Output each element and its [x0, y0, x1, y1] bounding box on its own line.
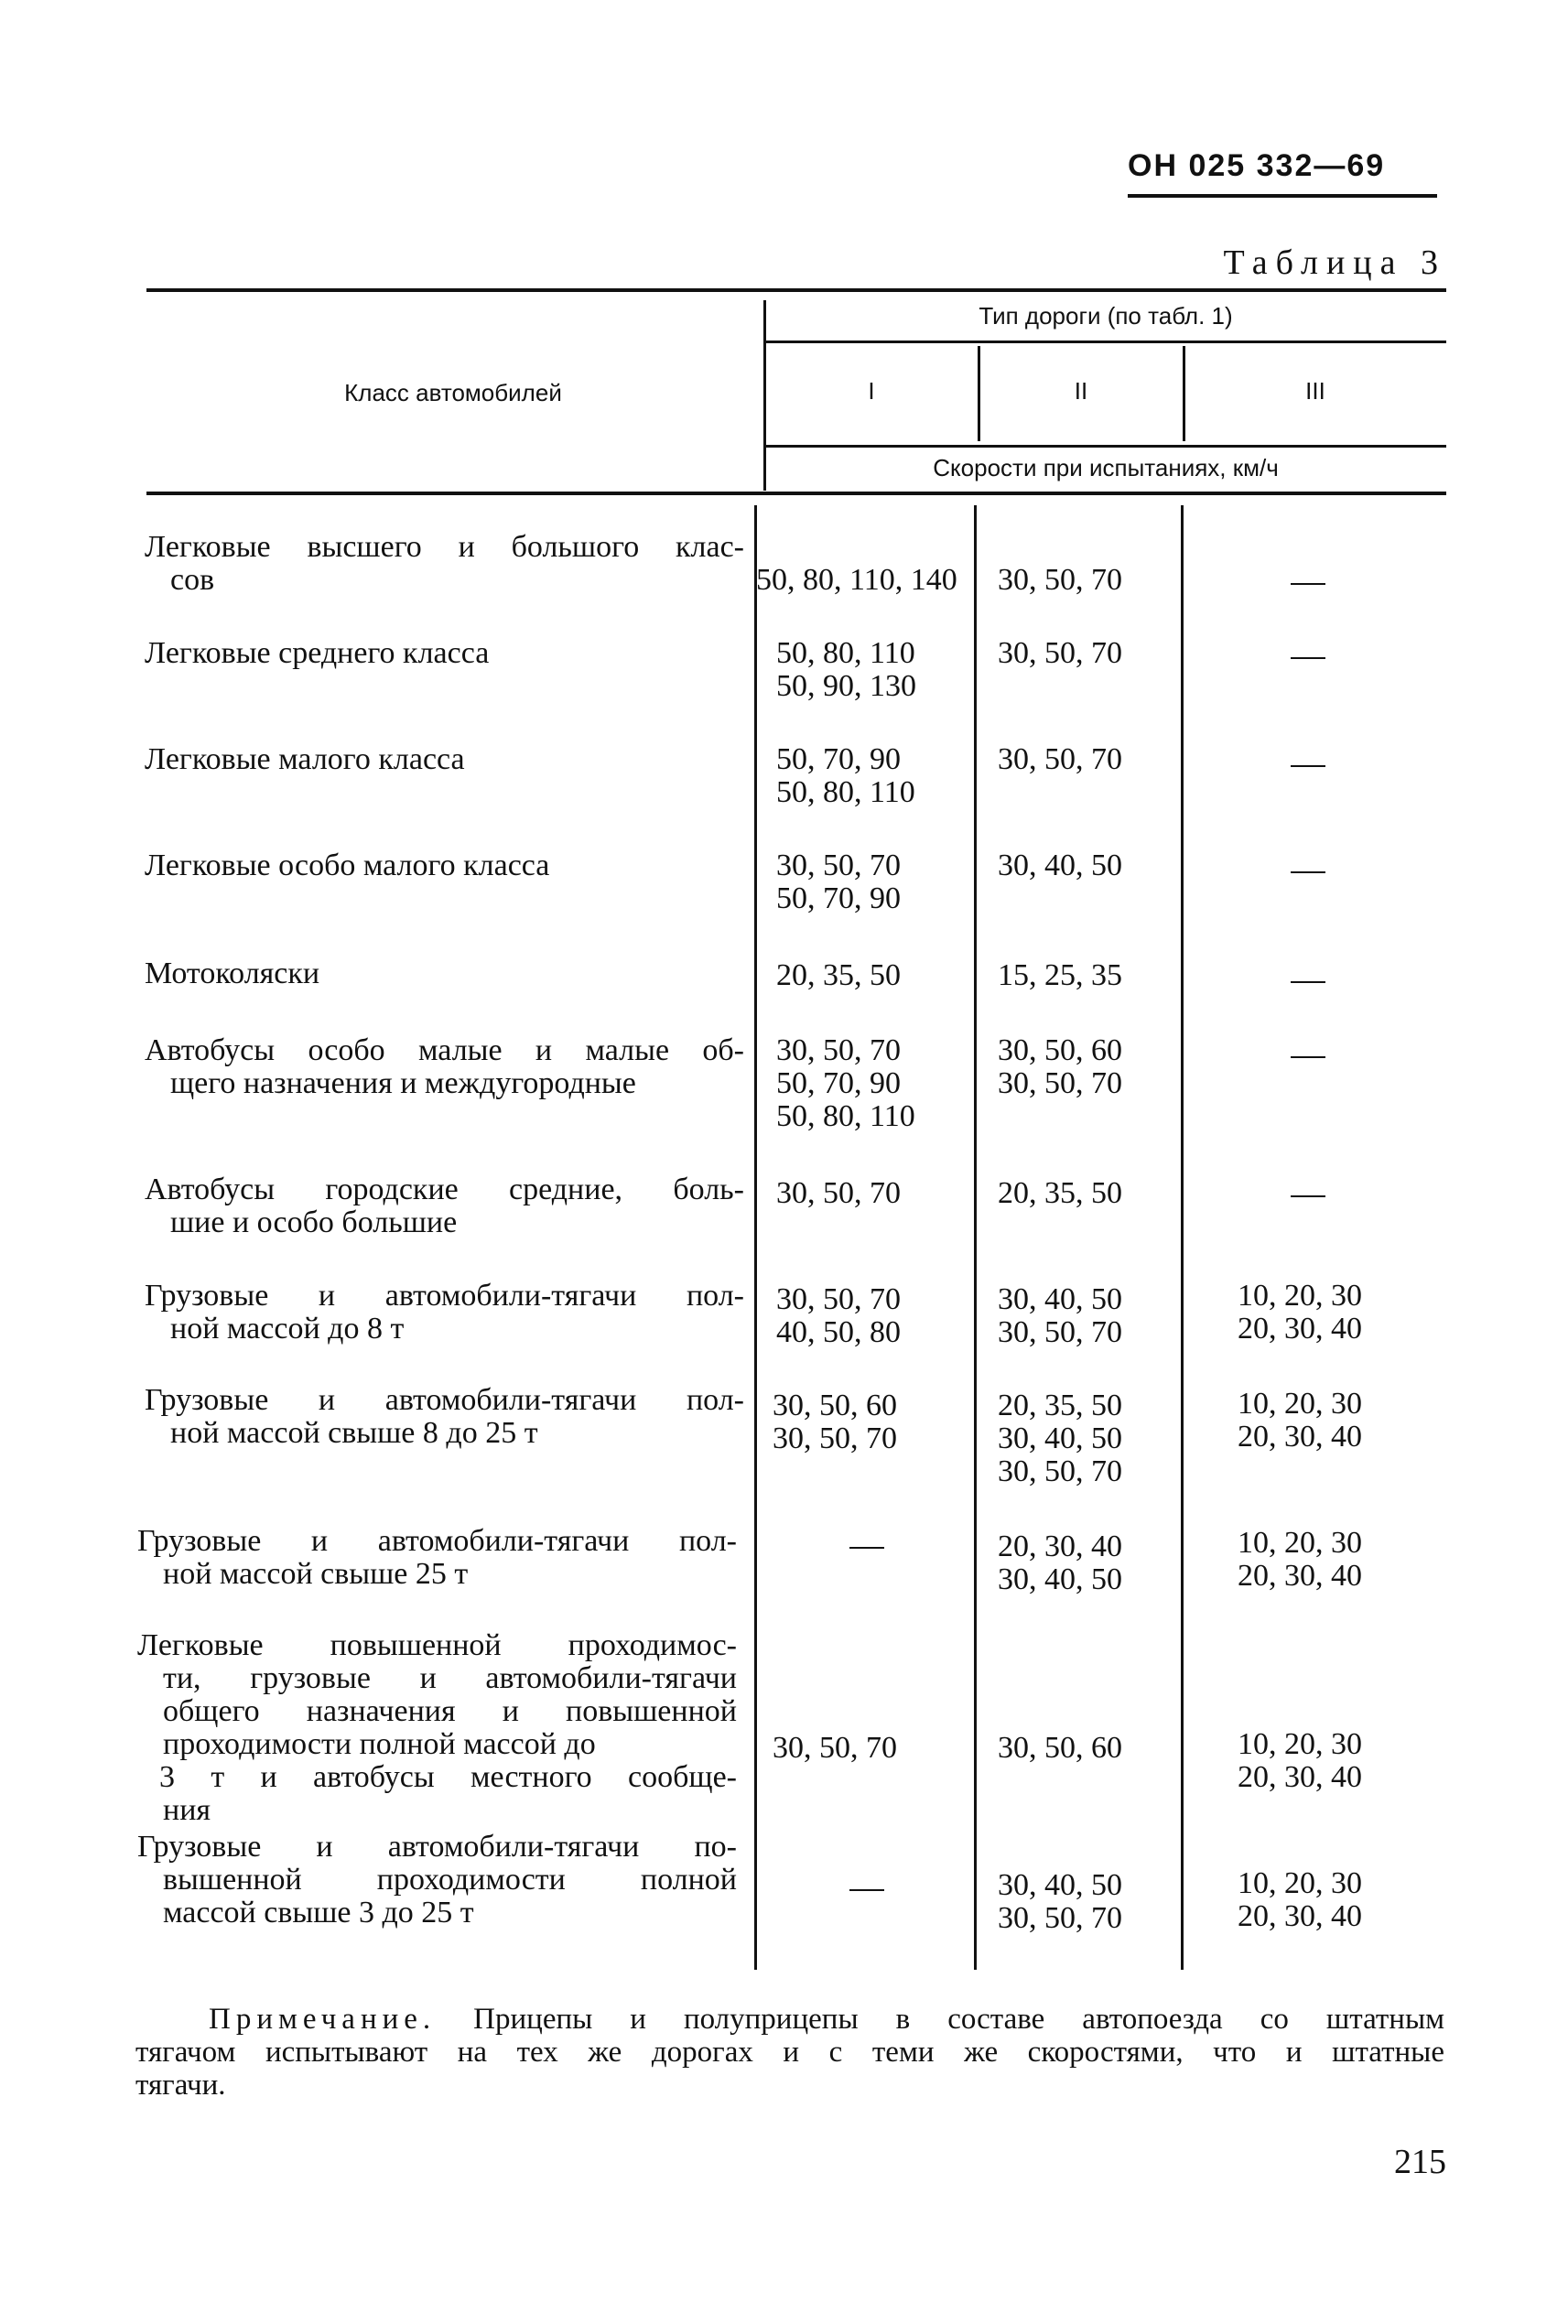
- empty-dash: [1291, 657, 1325, 659]
- empty-dash: [1291, 1195, 1325, 1197]
- table-row-class: Легковые высшего и большого клас- сов: [145, 530, 744, 597]
- table-row-class: Автобусы особо малые и малые об- щего назначения и междугородные: [145, 1033, 744, 1100]
- body-divider-i-ii: [974, 505, 977, 1970]
- document-code: ОН 025 332—69: [1128, 148, 1386, 183]
- speed-value-ii: 30, 50, 70: [998, 742, 1122, 776]
- speed-value-ii: 20, 35, 50: [998, 1176, 1122, 1210]
- note-text: тягачи.: [135, 2069, 226, 2102]
- table-note: [135, 2003, 1444, 2102]
- speed-value-ii: 30, 50, 60: [998, 1731, 1122, 1765]
- speed-value-i: 50, 80, 110, 140: [756, 563, 957, 597]
- road-type-header: Тип дороги (по табл. 1): [979, 302, 1233, 330]
- speed-value-i: 50, 80, 110 50, 90, 130: [776, 636, 916, 703]
- speed-value-ii: 30, 40, 50 30, 50, 70: [998, 1868, 1122, 1935]
- table-top-rule: [146, 288, 1446, 292]
- speed-value-ii: 20, 30, 40 30, 40, 50: [998, 1530, 1122, 1596]
- header-speed-rule: [765, 445, 1446, 448]
- note-label: Примечание.: [209, 2003, 437, 2036]
- empty-dash: [1291, 765, 1325, 767]
- speed-value-ii: 30, 40, 50 30, 50, 70: [998, 1282, 1122, 1349]
- header-bottom-rule: [146, 492, 1446, 495]
- table-row-class: Автобусы городские средние, боль- шие и особо большие: [145, 1173, 744, 1239]
- speed-value-iii: 10, 20, 30 20, 30, 40: [1238, 1279, 1362, 1346]
- table-row-class: Грузовые и автомобили-тягачи по- вышенной проходимости полной массой свыше 3 до 25 т: [137, 1830, 737, 1929]
- speed-value-ii: 30, 40, 50: [998, 849, 1122, 882]
- document-code-underline: [1128, 194, 1437, 198]
- page-number: 215: [1394, 2143, 1446, 2181]
- note-text: Прицепы и полуприцепы в составе автопоезда со штатным: [473, 2003, 1444, 2036]
- speed-value-ii: 20, 35, 50 30, 40, 50 30, 50, 70: [998, 1389, 1122, 1488]
- speeds-header: Скорости при испытаниях, км/ч: [933, 454, 1279, 481]
- speed-value-ii: 30, 50, 60 30, 50, 70: [998, 1033, 1122, 1100]
- empty-dash: [1291, 1056, 1325, 1058]
- empty-dash: [1291, 583, 1325, 585]
- speed-value-iii: 10, 20, 30 20, 30, 40: [1238, 1727, 1362, 1794]
- road-type-ii-header: II: [1074, 377, 1088, 405]
- speed-value-i: 50, 70, 90 50, 80, 110: [776, 742, 915, 809]
- road-type-i-header: I: [868, 377, 875, 405]
- road-type-iii-header: III: [1305, 377, 1325, 405]
- speed-value-ii: 15, 25, 35: [998, 958, 1122, 992]
- speed-value-i: 30, 50, 70: [776, 1176, 901, 1210]
- table-row-class: Грузовые и автомобили-тягачи пол- ной массой свыше 8 до 25 т: [145, 1383, 744, 1450]
- speed-value-i: 30, 50, 70 50, 70, 90 50, 80, 110: [776, 1033, 915, 1133]
- empty-dash: [1291, 981, 1325, 983]
- header-road-type-rule: [765, 340, 1446, 343]
- speed-value-i: 30, 50, 70 50, 70, 90: [776, 849, 901, 915]
- table-row-class: Легковые особо малого класса: [145, 849, 550, 882]
- speed-value-i: 30, 50, 70: [773, 1731, 897, 1765]
- empty-dash: [849, 1547, 884, 1549]
- empty-dash: [1291, 871, 1325, 873]
- table-row-class: Легковые среднего класса: [145, 636, 490, 670]
- speed-value-iii: 10, 20, 30 20, 30, 40: [1238, 1387, 1362, 1454]
- speed-value-ii: 30, 50, 70: [998, 563, 1122, 597]
- class-column-header: Класс автомобилей: [344, 379, 562, 406]
- table-row-class: Грузовые и автомобили-тягачи пол- ной массой до 8 т: [145, 1279, 744, 1346]
- table-row-class: Легковые малого класса: [145, 742, 465, 776]
- speed-value-iii: 10, 20, 30 20, 30, 40: [1238, 1866, 1362, 1933]
- table-row-class: Грузовые и автомобили-тягачи пол- ной массой свыше 25 т: [137, 1524, 737, 1591]
- table-row-class: Мотоколяски: [145, 957, 320, 990]
- speed-value-ii: 30, 50, 70: [998, 636, 1122, 670]
- speed-value-i: 30, 50, 60 30, 50, 70: [773, 1389, 897, 1455]
- speed-value-i: 20, 35, 50: [776, 958, 901, 992]
- empty-dash: [849, 1889, 884, 1891]
- note-text: тягачом испытывают на тех же дорогах и с теми же скоростями, что и штатные: [135, 2036, 1444, 2069]
- speed-value-iii: 10, 20, 30 20, 30, 40: [1238, 1526, 1362, 1593]
- table-row-class: Легковые повышенной проходимос- ти, грузовые и автомобили-тягачи общего назначения и повышенной проходимости полной массой до 3 т и автобусы местного сообще- ния: [137, 1628, 737, 1827]
- speed-value-i: 30, 50, 70 40, 50, 80: [776, 1282, 901, 1349]
- table-caption: Таблица 3: [1223, 243, 1446, 282]
- body-divider-ii-iii: [1181, 505, 1184, 1970]
- body-column-divider: [754, 505, 757, 1970]
